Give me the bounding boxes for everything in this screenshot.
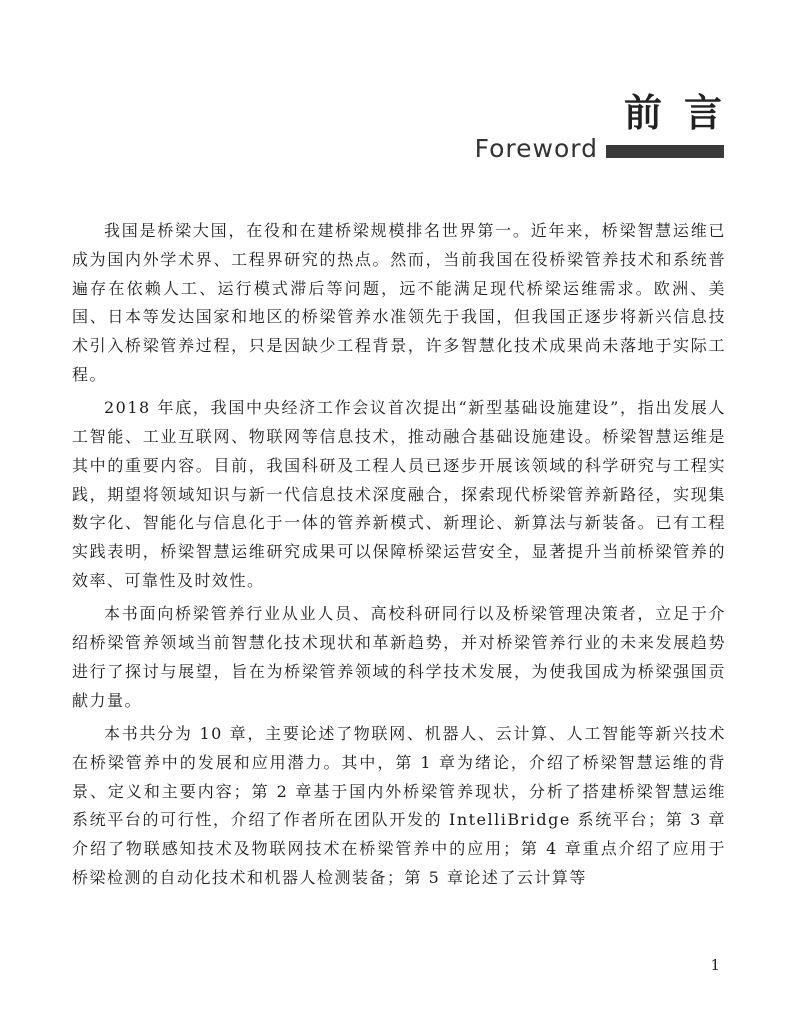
paragraph: 我国是桥梁大国，在役和在建桥梁规模排名世界第一。近年来，桥梁智慧运维已成为国内外学术界、工程界研究的热点。然而，当前我国在役桥梁管养技术和系统普遍存在依赖人工、运行模式滞后等问题，远不能满足现代桥梁运维需求。欧洲、美国、日本等发达国家和地区的桥梁管养水准领先于我国，但我国正逐步将新兴信息技术引入桥梁管养过程，只是因缺少工程背景，许多智慧化技术成果尚未落地于实际工程。 — [72, 221, 726, 384]
page-number: 1 — [710, 956, 720, 974]
chapter-subtitle: Foreword — [474, 134, 598, 163]
chapter-title: 前言 — [623, 91, 744, 135]
paragraph: 本书面向桥梁管养行业从业人员、高校科研同行以及桥梁管理决策者，立足于介绍桥梁管养领域当前智慧化技术现状和革新趋势，并对桥梁管养行业的未来发展趋势进行了探讨与展望，旨在为桥梁管养领域的科学技术发展，为使我国成为桥梁强国贡献力量。 — [72, 604, 726, 710]
body-text — [72, 217, 726, 897]
chapter-subtitle-row — [475, 134, 724, 164]
paragraph: 本书共分为 10 章，主要论述了物联网、机器人、云计算、人工智能等新兴技术在桥梁管养中的发展和应用潜力。其中，第 1 章为绪论，介绍了桥梁智慧运维的背景、定义和主要内容；第 2 章基于国内外桥梁管养现状，分析了搭建桥梁智慧运维系统平台的可行性，介绍了作者所在团队开发的 IntelliBridge 系统平台；第 3 章介绍了物联感知技术及物联网技术在桥梁管养中的应用；第 4 章重点介绍了应用于桥梁检测的自动化技术和机器人检测装备；第 5 章论述了云计算等 — [72, 724, 726, 888]
decorative-bar — [606, 145, 724, 158]
paragraph: 2018 年底，我国中央经济工作会议首次提出“新型基础设施建设”，指出发展人工智能、工业互联网、物联网等信息技术，推动融合基础设施建设。桥梁智慧运维是其中的重要内容。目前，我国科研及工程人员已逐步开展该领域的科学研究与工程实践，期望将领域知识与新一代信息技术深度融合，探索现代桥梁管养新路径，实现集数字化、智能化与信息化于一体的管养新模式、新理论、新算法与新装备。已有工程实践表明，桥梁智慧运维研究成果可以保障桥梁运营安全，显著提升当前桥梁管养的效率、可靠性及时效性。 — [72, 398, 726, 591]
